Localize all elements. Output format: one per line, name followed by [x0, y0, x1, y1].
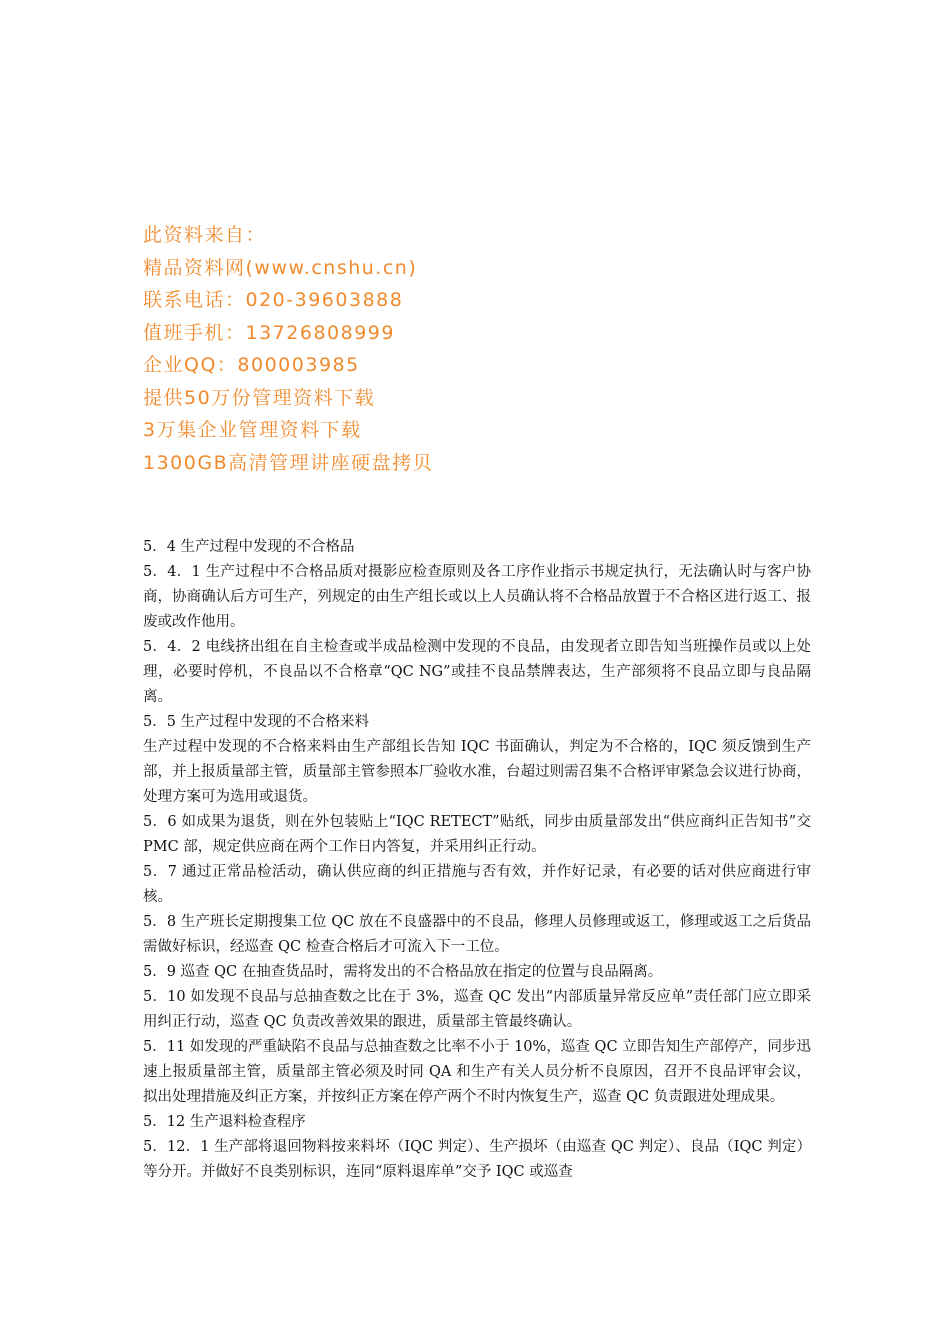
paragraph-5-8: 5．8 生产班长定期搜集工位 QC 放在不良盛器中的不良品，修理人员修理或返工，修理或返工之后货品需做好标识，经巡查 QC 检查合格后才可流入下一工位。: [143, 914, 811, 955]
paragraph-5-5-body: 生产过程中发现的不合格来料由生产部组长告知 IQC 书面确认，判定为不合格的，IQC 须反馈到生产部，并上报质量部主管，质量部主管参照本厂验收水准，台超过则需召集不合格评审紧急会议进行协商，处理方案可为选用或退货。: [143, 739, 811, 805]
paragraph-5-10: 5．10 如发现不良品与总抽查数之比在于 3%，巡查 QC 发出“内部质量异常反应单”责任部门应立即采用纠正行动，巡查 QC 负责改善效果的跟进，质量部主管最终确认。: [143, 989, 811, 1030]
source-website-line: 精品资料网(www.cnshu.cn): [143, 256, 418, 279]
document-body: [143, 535, 811, 1185]
section-heading-5-12: 5．12 生产退料检查程序: [143, 1114, 306, 1130]
source-mobile-line: 值班手机：13726808999: [143, 321, 395, 344]
source-phone-line: 联系电话：020-39603888: [143, 289, 404, 311]
source-intro-line: 此资料来自：: [143, 224, 267, 246]
source-offer-line-3: 1300GB高清管理讲座硬盘拷贝: [143, 451, 434, 474]
source-offer-line-2: 3万集企业管理资料下载: [143, 419, 362, 441]
paragraph-5-11: 5．11 如发现的严重缺陷不良品与总抽查数之比率不小于 10%，巡查 QC 立即告知生产部停产，同步迅速上报质量部主管，质量部主管必须及时同 QA 和生产有关人员分析不良原因，召开不良品评审会议，拟出处理措施及纠正方案，并按纠正方案在停产两个不时内恢复生产，巡查 QC 负责跟进处理成果。: [143, 1039, 811, 1105]
paragraph-5-9: 5．9 巡查 QC 在抽查货品时，需将发出的不合格品放在指定的位置与良品隔离。: [143, 964, 663, 980]
paragraph-5-7: 5．7 通过正常品检活动，确认供应商的纠正措施与否有效，并作好记录，有必要的话对供应商进行审核。: [143, 864, 811, 905]
paragraph-5-4-2: 5．4．2 电线挤出组在自主检查或半成品检测中发现的不良品，由发现者立即告知当班操作员或以上处理，必要时停机，不良品以不合格章“QC NG”或挂不良品禁牌表达，生产部须将不良品立即与良品隔离。: [143, 639, 811, 705]
source-info-block: [143, 219, 663, 479]
source-offer-line-1: 提供50万份管理资料下载: [143, 386, 376, 409]
paragraph-5-6: 5．6 如成果为退货，则在外包装贴上“IQC RETECT”贴纸，同步由质量部发出“供应商纠正告知书”交 PMC 部，规定供应商在两个工作日内答复，并采用纠正行动。: [143, 814, 811, 855]
paragraph-5-4-1: 5．4．1 生产过程中不合格品质对摄影应检查原则及各工序作业指示书规定执行，无法确认时与客户协商，协商确认后方可生产，列规定的由生产组长或以上人员确认将不合格品放置于不合格区进行返工、报废或改作他用。: [143, 564, 811, 630]
section-heading-5-4: 5．4 生产过程中发现的不合格品: [143, 539, 355, 555]
section-heading-5-5: 5．5 生产过程中发现的不合格来料: [143, 714, 370, 730]
paragraph-5-12-1: 5．12．1 生产部将退回物料按来料坏（IQC 判定）、生产损坏（由巡查 QC 判定）、良品（IQC 判定）等分开。并做好不良类别标识，连同“原料退库单”交予 IQC 或巡查: [143, 1139, 811, 1180]
source-qq-line: 企业QQ：800003985: [143, 354, 360, 376]
